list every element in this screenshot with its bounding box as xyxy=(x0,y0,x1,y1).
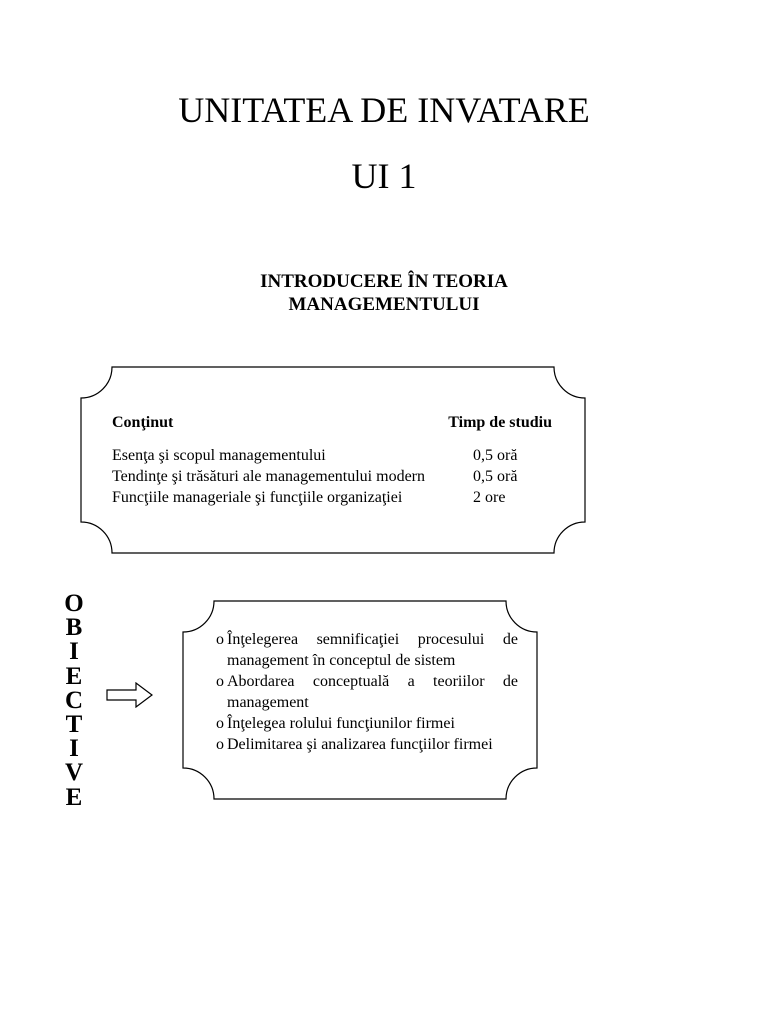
list-item xyxy=(216,713,518,734)
vertical-letter: I xyxy=(69,735,79,763)
objective-text: Abordarea conceptuală a teoriilor de management xyxy=(227,673,518,711)
bullet-icon: o xyxy=(216,715,224,732)
row-time: 0,5 oră xyxy=(473,468,518,485)
objectives-box xyxy=(182,600,538,800)
objective-text: Delimitarea şi analizarea funcţiilor firmei xyxy=(227,736,493,753)
vertical-letter: E xyxy=(65,783,83,811)
content-box xyxy=(80,366,586,554)
study-time-column-header: Timp de studiu xyxy=(448,414,552,431)
vertical-letter: B xyxy=(65,614,83,642)
list-item xyxy=(216,671,518,713)
page-title: UNITATEA DE INVATARE xyxy=(178,90,590,130)
bullet-icon: o xyxy=(216,673,224,690)
unit-code: UI 1 xyxy=(351,156,417,196)
row-time: 2 ore xyxy=(473,489,506,506)
content-table xyxy=(112,412,552,508)
row-time: 0,5 oră xyxy=(473,447,518,464)
table-row xyxy=(112,445,552,466)
table-row xyxy=(112,487,552,508)
objectives-vertical-label xyxy=(54,592,94,810)
vertical-letter: C xyxy=(64,686,84,714)
vertical-letter: T xyxy=(65,711,83,739)
objectives-list xyxy=(216,629,518,755)
content-rows xyxy=(112,445,552,508)
section-title: INTRODUCERE ÎN TEORIA MANAGEMENTULUI xyxy=(260,271,508,315)
vertical-letter: O xyxy=(64,590,84,617)
bullet-icon: o xyxy=(216,631,224,648)
vertical-letter: V xyxy=(64,759,84,787)
list-item xyxy=(216,734,518,755)
right-arrow-icon xyxy=(106,682,154,713)
list-item xyxy=(216,629,518,671)
vertical-letter: E xyxy=(65,662,83,690)
content-column-header: Conţinut xyxy=(112,414,174,431)
table-row xyxy=(112,466,552,487)
objective-text: Înţelegerea semnificaţiei procesului de management în conceptul de sistem xyxy=(227,631,518,669)
row-topic: Esenţa şi scopul managementului xyxy=(112,447,326,464)
bullet-icon: o xyxy=(216,736,224,753)
content-table-header xyxy=(112,412,552,436)
row-topic: Tendinţe şi trăsături ale managementului modern xyxy=(112,468,425,485)
objective-text: Înţelegea rolului funcţiunilor firmei xyxy=(227,715,455,732)
row-topic: Funcţiile manageriale şi funcţiile organizaţiei xyxy=(112,489,403,506)
vertical-letter: I xyxy=(69,638,79,666)
